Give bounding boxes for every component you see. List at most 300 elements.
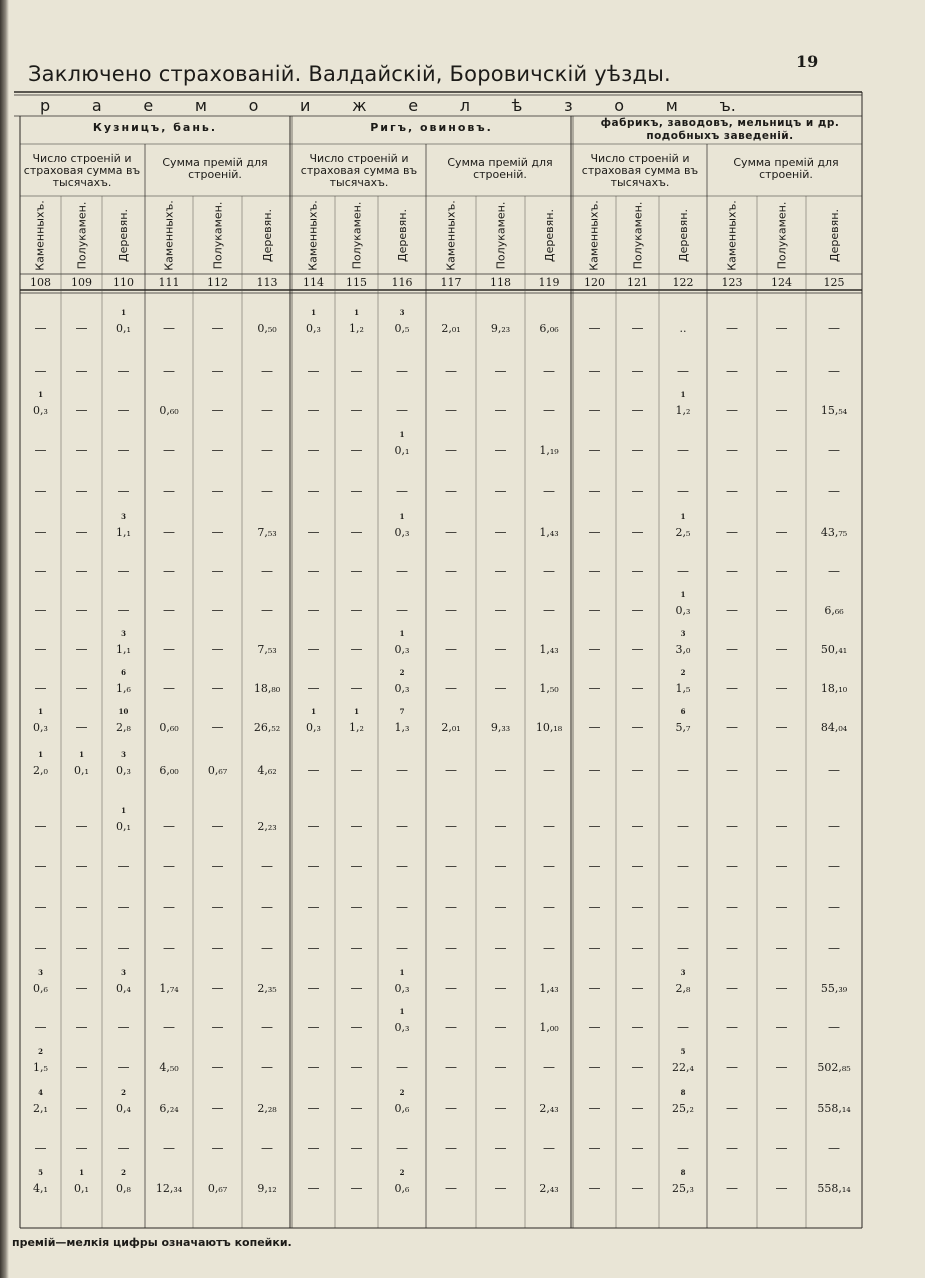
cell-value: 0,₆₇ [207,1181,228,1195]
cell-value: — [211,364,224,378]
cell-value: — [75,443,88,457]
cell-value: — [445,763,457,777]
cell-value: — [588,564,601,578]
table-cell [573,314,616,342]
cell-value: — [261,1020,273,1034]
table-cell [61,596,102,624]
table-cell [242,596,292,624]
table-cell [476,477,525,505]
cell-value: — [211,564,224,578]
table-cell [242,674,292,702]
cell-count: 1 [38,390,43,399]
material-header-label: Каменныхъ. [162,199,176,271]
table-cell [193,674,242,702]
table-cell [61,812,102,840]
cell-value: — [396,819,408,833]
cell-value: — [307,364,320,378]
cell-value: — [775,681,788,695]
table-cell [476,1053,525,1081]
cell-value: 1,₅ [675,681,691,695]
table-cell [476,596,525,624]
table-cell [476,852,525,880]
heading-letter: л [459,96,470,115]
cell-value: — [350,364,363,378]
table-cell [292,557,335,585]
table-cell [20,596,61,624]
table-cell [616,1094,659,1122]
table-cell [806,713,862,741]
cell-value: — [75,564,88,578]
column-number: 123 [721,276,743,289]
table-cell [659,512,707,546]
cell-value: — [211,1141,224,1155]
cell-value: — [117,443,130,457]
table-cell [426,596,476,624]
table-cell [378,968,426,1002]
cell-value: — [163,642,175,656]
table-cell [20,852,61,880]
cell-value: — [677,900,689,914]
cell-count: 1 [121,806,126,815]
cell-value: 1,₄₃ [539,642,559,656]
column-number: 110 [113,276,134,289]
table-cell [573,1174,616,1202]
cell-value: 0,₆₀ [159,403,179,417]
table-cell [61,1053,102,1081]
table-cell [426,518,476,546]
table-cell [20,1013,61,1041]
table-cell [426,934,476,962]
table-cell [757,557,806,585]
table-cell [757,396,806,424]
cell-count: 6 [121,668,126,677]
table-cell [20,635,61,663]
table-cell [242,713,292,741]
table-cell [378,1007,426,1041]
cell-value: — [631,681,644,695]
cell-count: 1 [680,390,686,399]
material-header [335,196,378,274]
cell-value: — [307,981,320,995]
material-header-label: Деревян. [395,208,409,262]
table-cell [20,390,61,424]
cell-value: — [631,763,644,777]
table-cell [525,893,573,921]
table-cell [292,974,335,1002]
cell-value: — [726,1141,738,1155]
table-cell [573,518,616,546]
table-cell [102,1134,145,1162]
cell-value: — [350,681,363,695]
cell-value: — [726,443,738,457]
cell-value: — [726,720,738,734]
cell-value: — [588,981,601,995]
heading-letter: е [143,96,154,115]
table-cell [476,396,525,424]
cell-value: — [445,642,457,656]
cell-value: — [726,763,738,777]
cell-value: 1,₂ [349,720,364,734]
cell-value: — [211,1060,224,1074]
table-cell [102,806,145,840]
cell-value: — [163,1141,175,1155]
heading-letter: о [248,96,259,115]
cell-value: — [350,443,363,457]
cell-value: — [211,819,224,833]
cell-value: 1,₅₀ [539,681,559,695]
cell-value: 1,₅ [33,1060,48,1074]
heading-letter: ѣ [511,96,523,115]
table-cell [659,893,707,921]
cell-value: — [163,443,175,457]
table-cell [659,1047,707,1081]
table-cell [378,557,426,585]
cell-value: — [445,859,457,873]
cell-value: — [588,859,601,873]
subheader-count-2: Число строеній и страховая сумма въ тысячахъ. [300,152,418,189]
material-header-label: Каменныхъ. [444,199,458,271]
table-cell [659,314,707,342]
cell-value: — [307,443,320,457]
cell-value: — [350,1181,363,1195]
cell-value: — [75,900,88,914]
cell-value: — [211,443,224,457]
cell-value: — [211,720,224,734]
table-cell [525,852,573,880]
table-cell [757,893,806,921]
table-cell [102,512,145,546]
table-cell [616,518,659,546]
cell-value: 50,₄₁ [820,642,848,656]
table-cell [102,893,145,921]
cell-value: — [307,681,320,695]
cell-value: — [396,1141,408,1155]
cell-value: 1,₆ [116,681,131,695]
table-cell [378,396,426,424]
cell-value: — [543,763,555,777]
table-cell [61,1094,102,1122]
heading-letter: о [614,96,625,115]
table-cell [707,1013,757,1041]
table-cell [757,1134,806,1162]
cell-value: — [163,1020,175,1034]
cell-value: 55,₃₉ [820,981,848,995]
table-cell [292,357,335,385]
cell-value: — [494,819,507,833]
heading-letter: и [300,96,311,115]
table-cell [806,518,862,546]
cell-value: — [445,1060,457,1074]
table-cell [573,477,616,505]
cell-count: 3 [121,750,126,759]
table-cell [707,1174,757,1202]
table-cell [335,518,378,546]
table-cell [102,968,145,1002]
cell-value: 0,₃ [394,981,410,995]
cell-value: — [350,981,363,995]
table-cell [707,713,757,741]
cell-value: — [775,603,788,617]
column-number: 118 [490,276,511,289]
cell-count: 2 [399,1168,405,1177]
table-cell [659,852,707,880]
cell-value: — [396,564,408,578]
table-cell [757,1174,806,1202]
cell-value: 18,₁₀ [820,681,848,695]
cell-value: — [828,941,840,955]
table-cell [335,396,378,424]
cell-value: — [75,364,88,378]
table-cell [378,852,426,880]
table-cell [426,852,476,880]
table-cell [145,934,193,962]
table-cell [335,934,378,962]
cell-value: — [117,1141,130,1155]
table-cell [102,707,145,741]
footnote: премій—мелкія цифры означаютъ копейки. [12,1236,292,1249]
cell-value: — [350,941,363,955]
subheader-count-1: Число строеній и страховая сумма въ тысячахъ. [23,152,141,189]
table-cell [193,934,242,962]
cell-value: — [494,1141,507,1155]
cell-value: — [163,364,175,378]
cell-value: — [75,681,88,695]
cell-value: — [828,859,840,873]
material-header [292,196,335,274]
table-cell [193,1094,242,1122]
cell-value: 2,₂₈ [257,1101,277,1115]
cell-value: — [75,1141,88,1155]
cell-value: — [677,859,689,873]
table-cell [757,934,806,962]
cell-value: — [828,819,840,833]
cell-value: — [631,1060,644,1074]
table-cell [193,477,242,505]
table-cell [616,1013,659,1041]
table-cell [242,852,292,880]
table-cell [61,557,102,585]
table-cell [476,756,525,784]
cell-value: — [631,981,644,995]
table-cell [378,430,426,464]
cell-value: — [775,642,788,656]
cell-value: — [211,1101,224,1115]
column-number: 122 [672,276,694,289]
table-cell [806,934,862,962]
cell-value: 2,₈ [675,981,691,995]
table-cell [242,477,292,505]
cell-count: 6 [680,707,686,716]
table-cell [616,1134,659,1162]
table-cell [659,557,707,585]
table-cell [757,357,806,385]
cell-count: 1 [79,1168,84,1177]
cell-value: — [75,859,88,873]
cell-value: — [543,484,555,498]
table-cell [61,934,102,962]
table-cell [525,934,573,962]
cell-value: — [261,443,273,457]
cell-value: — [631,525,644,539]
cell-count: 5 [680,1047,686,1056]
cell-value: 18,₈₀ [253,681,281,695]
table-cell [707,852,757,880]
cell-count: 4 [38,1088,43,1097]
cell-value: — [307,1181,320,1195]
cell-value: — [307,403,320,417]
cell-count: 2 [399,668,405,677]
material-header-label: Каменныхъ. [588,199,601,271]
cell-value: — [261,364,273,378]
table-cell [616,357,659,385]
cell-value: 2,₁ [33,1101,48,1115]
table-cell [292,308,335,342]
table-cell [707,436,757,464]
table-cell [573,934,616,962]
table-cell [616,674,659,702]
cell-value: — [775,1060,788,1074]
cell-value: — [445,1141,457,1155]
cell-value: 25,₃ [672,1181,694,1195]
cell-value: — [588,941,601,955]
table-cell [20,436,61,464]
material-header [616,196,659,274]
cell-value: — [494,364,507,378]
table-cell [757,812,806,840]
cell-value: — [211,403,224,417]
cell-count: 1 [38,707,43,716]
cell-value: — [588,603,601,617]
cell-value: — [775,484,788,498]
cell-value: — [543,564,555,578]
table-cell [616,1053,659,1081]
cell-value: — [396,900,408,914]
table-cell [525,974,573,1002]
table-cell [378,1088,426,1122]
table-cell [426,477,476,505]
table-cell [61,314,102,342]
table-cell [378,357,426,385]
table-cell [102,396,145,424]
table-cell [806,557,862,585]
cell-value: — [350,900,363,914]
table-cell [242,635,292,663]
table-cell [61,518,102,546]
cell-value: — [307,1101,320,1115]
cell-value: — [494,941,507,955]
subheader-premium-2: Сумма премій для строеній. [447,156,553,181]
table-cell [806,357,862,385]
cell-value: 6,₆₆ [824,603,844,617]
table-cell [20,750,61,784]
cell-value: 2,₂₃ [257,819,277,833]
cell-value: — [543,819,555,833]
cell-value: — [307,763,320,777]
cell-value: — [494,763,507,777]
table-cell [757,596,806,624]
table-cell [573,1134,616,1162]
cell-value: 2,₅ [675,525,691,539]
cell-value: — [117,484,130,498]
cell-value: — [726,484,738,498]
cell-value: — [307,1141,320,1155]
table-cell [476,674,525,702]
table-cell [573,893,616,921]
cell-value: — [726,321,738,335]
cell-value: — [445,981,457,995]
table-cell [61,674,102,702]
table-cell [193,396,242,424]
cell-value: — [34,525,47,539]
cell-value: — [261,1060,273,1074]
cell-value: — [588,900,601,914]
table-cell [525,518,573,546]
cell-value: — [117,1060,130,1074]
column-number: 117 [440,276,462,289]
table-cell [707,557,757,585]
table-cell [616,974,659,1002]
table-cell [292,756,335,784]
table-cell [242,893,292,921]
cell-value: — [34,642,47,656]
table-cell [476,893,525,921]
table-cell [525,357,573,385]
table-cell [378,596,426,624]
cell-value: — [163,564,175,578]
cell-value: 1,₄₃ [539,525,559,539]
table-cell [61,436,102,464]
table-cell [573,713,616,741]
table-cell [573,1094,616,1122]
table-cell [61,852,102,880]
cell-value: — [631,564,644,578]
cell-count: 1 [311,707,316,716]
cell-count: 1 [399,1007,405,1016]
table-cell [292,1013,335,1041]
cell-value: 0,₃ [306,321,321,335]
heading-letter: м [665,96,678,115]
cell-value: — [775,525,788,539]
cell-count: 1 [399,629,405,638]
cell-count: 1 [311,308,316,317]
cell-value: — [631,859,644,873]
table-cell [476,635,525,663]
table-cell [145,314,193,342]
table-cell [616,934,659,962]
cell-value: — [588,819,601,833]
table-cell [378,629,426,663]
cell-value: — [631,443,644,457]
cell-value: — [350,1060,363,1074]
cell-value: — [775,763,788,777]
table-cell [20,1134,61,1162]
cell-value: — [631,364,644,378]
table-cell [61,1134,102,1162]
table-cell [102,1013,145,1041]
table-cell [145,1094,193,1122]
table-cell [335,596,378,624]
cell-value: — [211,981,224,995]
table-cell [335,436,378,464]
cell-value: — [775,1020,788,1034]
table-cell [145,974,193,1002]
cell-value: — [396,941,408,955]
table-cell [242,1134,292,1162]
cell-value: — [631,900,644,914]
table-cell [335,557,378,585]
table-cell [707,1094,757,1122]
material-header-label: Деревян. [260,208,274,262]
